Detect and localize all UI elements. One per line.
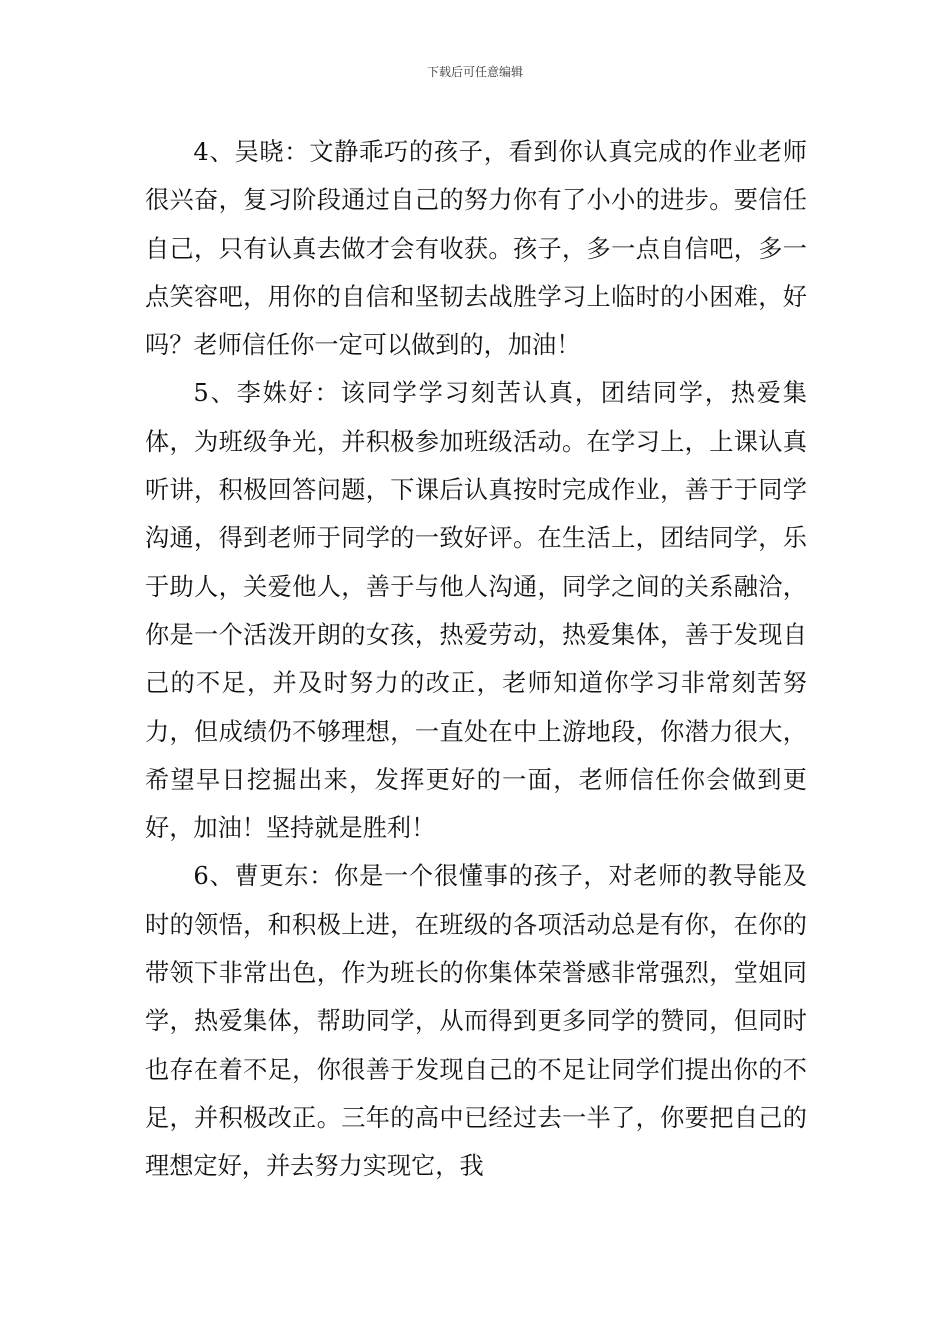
paragraph-cao-gengdong: 6、曹更东：你是一个很懂事的孩子，对老师的教导能及时的领悟，和积极上进，在班级的各项活动总是有你，在你的带领下非常出色，作为班长的你集体荣誉感非常强烈，堂姐同学，热爱集体，帮助同学，从而得到更多同学的赞同，但同时也存在着不足，你很善于发现自己的不足让同学们提出你的不足，并积极改正。三年的高中已经过去一半了，你要把自己的理想定好，并去努力实现它，我 xyxy=(145,862,807,1181)
paragraph-li-shuhao: 5、李姝好：该同学学习刻苦认真，团结同学，热爱集体，为班级争光，并积极参加班级活动。在学习上，上课认真听讲，积极回答问题，下课后认真按时完成作业，善于于同学沟通，得到老师于同学的一致好评。在生活上，团结同学，乐于助人，关爱他人，善于与他人沟通，同学之间的关系融洽，你是一个活泼开朗的女孩，热爱劳动，热爱集体，善于发现自己的不足，并及时努力的改正，老师知道你学习非常刻苦努力，但成绩仍不够理想，一直处在中上游地段，你潜力很大，希望早日挖掘出来，发挥更好的一面，老师信任你会做到更好，加油！坚持就是胜利！ xyxy=(145,379,807,843)
paragraph-wu-xiao: 4、吴晓：文静乖巧的孩子，看到你认真完成的作业老师很兴奋，复习阶段通过自己的努力你有了小小的进步。要信任自己，只有认真去做才会有收获。孩子，多一点自信吧，多一点笑容吧，用你的自信和坚韧去战胜学习上临时的小困难，好吗？老师信任你一定可以做到的，加油！ xyxy=(145,138,807,360)
page-header: 下载后可任意编辑 xyxy=(426,65,523,79)
document-body xyxy=(145,128,807,1191)
